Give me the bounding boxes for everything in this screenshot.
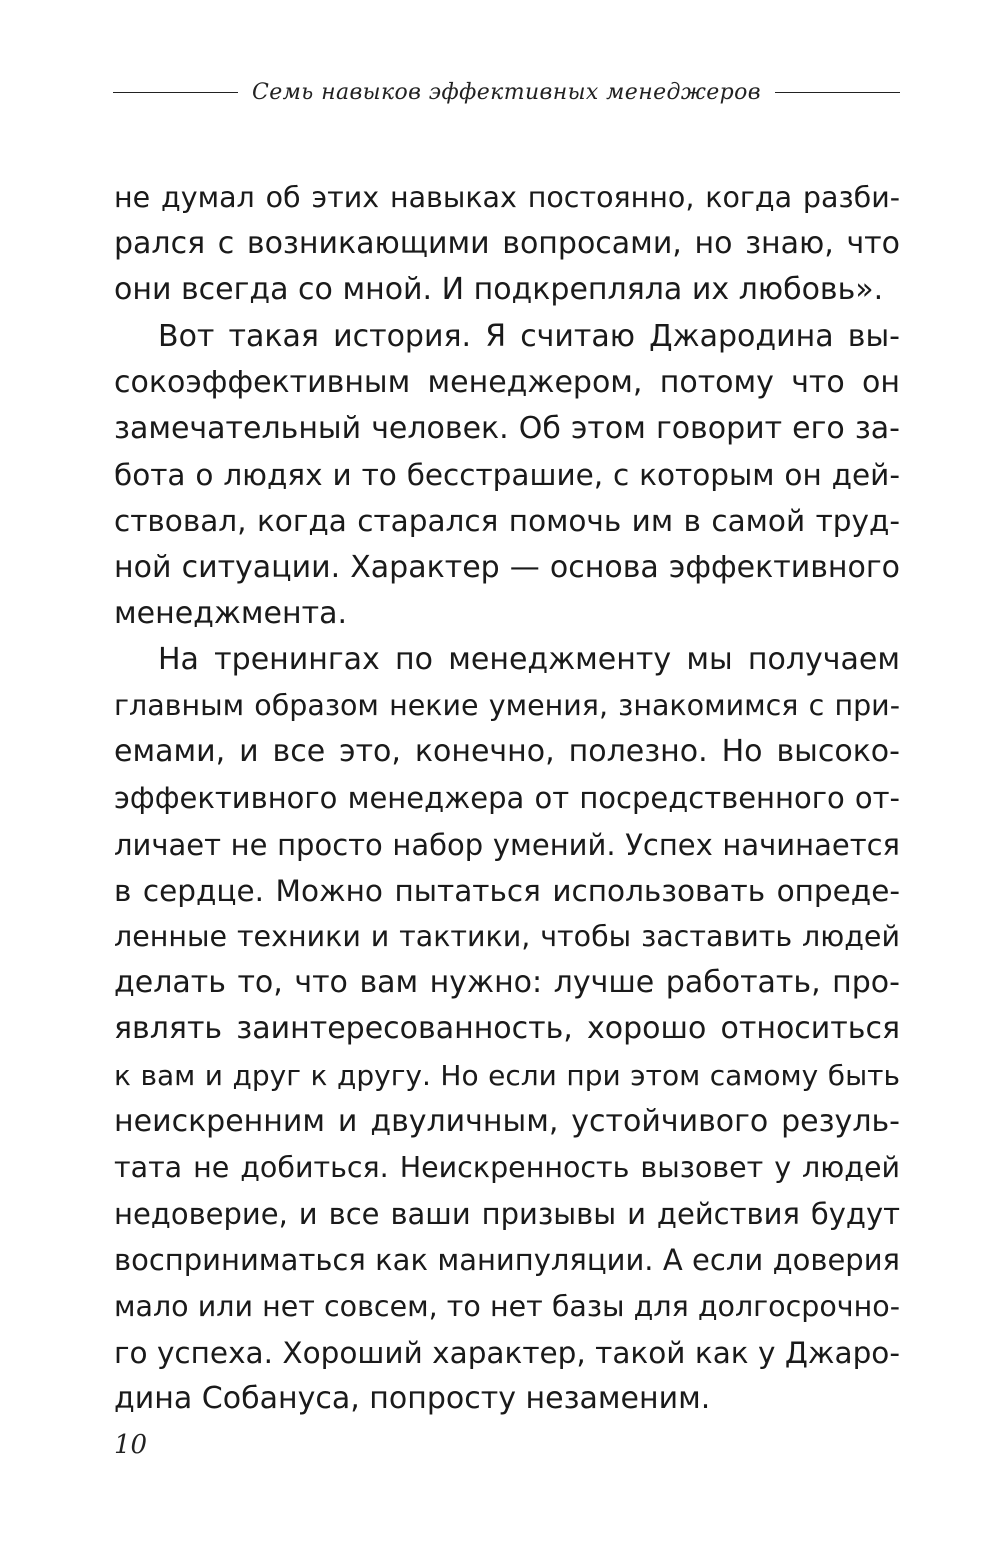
text-line: сокоэффективным менеджером, потому что он <box>114 364 900 400</box>
text-line: ленные техники и тактики, чтобы заставить людей <box>114 920 900 953</box>
text-line: Вот такая история. Я считаю Джародина вы- <box>158 318 900 354</box>
text-line: емами, и все это, конечно, полезно. Но высоко- <box>114 734 900 770</box>
text-line: эффективного менеджера от посредственного от- <box>114 781 900 816</box>
text-line: менеджмента. <box>114 595 348 631</box>
text-line: ной ситуации. Характер — основа эффективного <box>114 549 900 585</box>
text-line: го успеха. Хороший характер, такой как у Джаро- <box>114 1335 900 1370</box>
text-line: делать то, что вам нужно: лучше работать, про- <box>114 965 900 1001</box>
text-line: мало или нет совсем, то нет базы для долгосрочно- <box>114 1289 900 1323</box>
text-line: На тренингах по менеджменту мы получаем <box>158 641 900 677</box>
text-line: они всегда со мной. И подкрепляла их любовь». <box>114 272 884 308</box>
text-line: недоверие, и все ваши призывы и действия будут <box>114 1197 900 1232</box>
paragraph <box>114 314 900 637</box>
text-line: не думал об этих навыках постоянно, когда разби- <box>114 181 900 214</box>
running-head-rule-left <box>113 92 238 93</box>
body-text <box>114 175 900 1422</box>
text-line: восприниматься как манипуляции. А если доверия <box>114 1243 900 1278</box>
text-line: личает не просто набор умений. Успех начинается <box>114 827 900 862</box>
text-line: рался с возникающими вопросами, но знаю, что <box>114 226 900 262</box>
text-line: дина Собануса, попросту незаменим. <box>114 1380 711 1416</box>
text-line: ствовал, когда старался помочь им в самой труд- <box>114 504 900 539</box>
text-line: тата не добиться. Неискренность вызовет у людей <box>114 1150 900 1184</box>
text-line: являть заинтересованность, хорошо относиться <box>114 1011 900 1047</box>
paragraph <box>114 637 900 1422</box>
page-number: 10 <box>114 1430 148 1460</box>
running-head-title: Семь навыков эффективных менеджеров <box>252 79 762 105</box>
text-line: к вам и друг к другу. Но если при этом самому быть <box>114 1058 900 1092</box>
text-line: замечательный человек. Об этом говорит его за- <box>114 410 900 446</box>
text-line: бота о людях и то бесстрашие, с которым он дей- <box>114 458 900 493</box>
text-line: в сердце. Можно пытаться использовать опреде- <box>114 873 900 908</box>
text-line: главным образом некие умения, знакомимся с при- <box>114 689 900 723</box>
paragraph <box>114 175 900 314</box>
text-line: неискренним и двуличным, устойчивого резуль- <box>114 1103 900 1139</box>
running-head-rule-right <box>775 92 900 93</box>
running-head <box>113 72 900 112</box>
